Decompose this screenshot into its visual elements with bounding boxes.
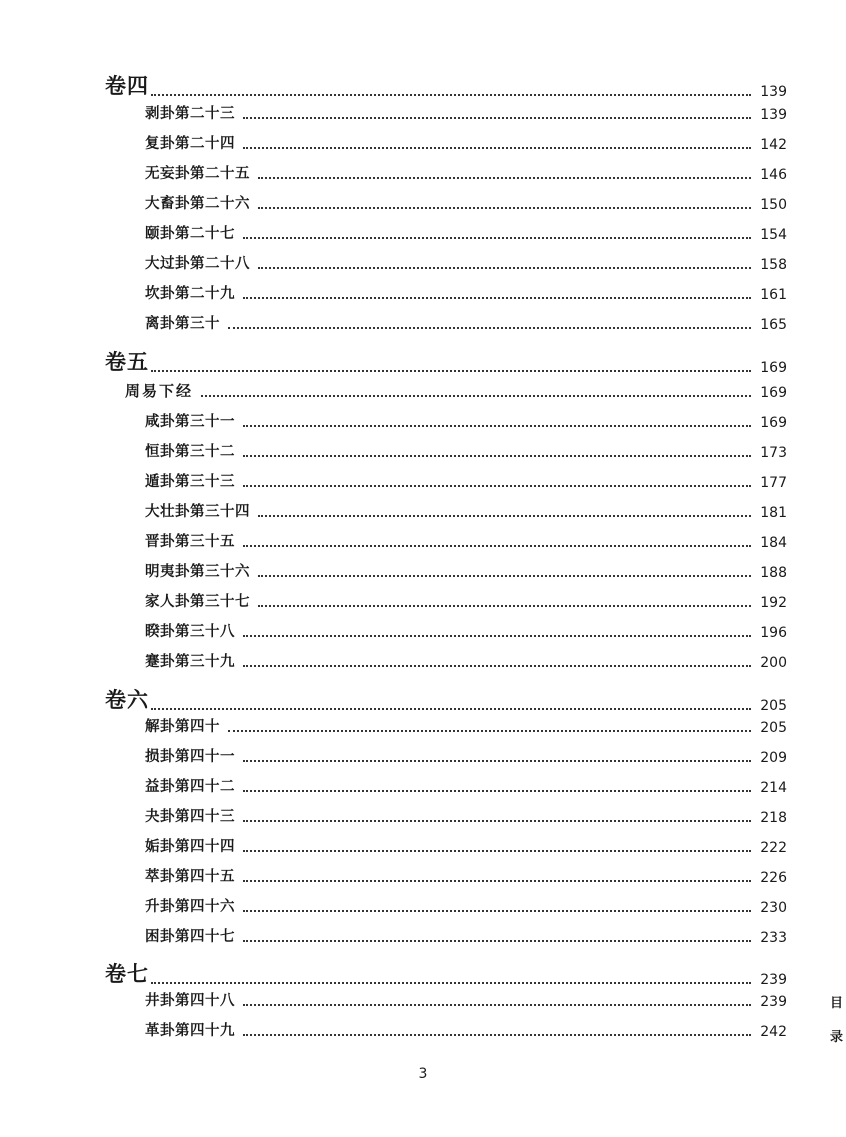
toc-page-number: 192 (760, 595, 787, 611)
dot-leader (258, 267, 751, 269)
toc-chapter-row[interactable] (145, 101, 787, 123)
toc-section-label: 周易下经 (125, 382, 194, 400)
toc-chapter-label: 离卦第三十 (145, 315, 220, 332)
toc-chapter-label: 损卦第四十一 (145, 748, 235, 765)
toc-chapter-label: 晋卦第三十五 (145, 533, 235, 550)
dot-leader (258, 605, 751, 607)
toc-chapter-row[interactable] (145, 409, 787, 431)
dot-leader (243, 485, 751, 487)
dot-leader (258, 575, 751, 577)
dot-leader (258, 207, 751, 209)
toc-page-number: 239 (760, 994, 787, 1010)
toc-page-number: 173 (760, 445, 787, 461)
toc-chapter-label: 革卦第四十九 (145, 1022, 235, 1039)
toc-volume-row[interactable] (105, 70, 787, 100)
toc-chapter-label: 恒卦第三十二 (145, 443, 235, 460)
toc-page-number: 233 (760, 930, 787, 946)
toc-page-number: 222 (760, 840, 787, 856)
toc-chapter-row[interactable] (145, 589, 787, 611)
toc-chapter-label: 萃卦第四十五 (145, 868, 235, 885)
toc-chapter-label: 大壮卦第三十四 (145, 503, 250, 520)
toc-chapter-label: 夬卦第四十三 (145, 808, 235, 825)
dot-leader (243, 790, 751, 792)
toc-volume-label: 卷四 (105, 73, 149, 98)
dot-leader (243, 545, 751, 547)
page-number: 3 (418, 1066, 428, 1082)
toc-chapter-label: 解卦第四十 (145, 718, 220, 735)
toc-chapter-label: 困卦第四十七 (145, 928, 235, 945)
toc-page-number: 239 (760, 972, 787, 988)
dot-leader (243, 455, 751, 457)
dot-leader (243, 1034, 751, 1036)
dot-leader (258, 515, 751, 517)
toc-page-number: 230 (760, 900, 787, 916)
toc-chapter-row[interactable] (145, 221, 787, 243)
dot-leader (151, 982, 751, 984)
toc-page-number: 177 (760, 475, 787, 491)
toc-volume-row[interactable] (105, 346, 787, 376)
side-label-lu: 录 (830, 1030, 844, 1045)
toc-chapter-row[interactable] (145, 499, 787, 521)
toc-page-number: 154 (760, 227, 787, 243)
toc-chapter-label: 坎卦第二十九 (145, 285, 235, 302)
toc-chapter-label: 井卦第四十八 (145, 992, 235, 1009)
toc-chapter-row[interactable] (145, 251, 787, 273)
toc-page-number: 214 (760, 780, 787, 796)
dot-leader (243, 1004, 751, 1006)
toc-chapter-label: 遁卦第三十三 (145, 473, 235, 490)
toc-chapter-label: 升卦第四十六 (145, 898, 235, 915)
toc-chapter-row[interactable] (145, 804, 787, 826)
toc-page-number: 181 (760, 505, 787, 521)
toc-chapter-label: 复卦第二十四 (145, 135, 235, 152)
dot-leader (228, 730, 751, 732)
toc-page-number: 196 (760, 625, 787, 641)
toc-chapter-row[interactable] (145, 649, 787, 671)
dot-leader (243, 297, 751, 299)
toc-chapter-row[interactable] (145, 529, 787, 551)
dot-leader (243, 850, 751, 852)
dot-leader (243, 237, 751, 239)
dot-leader (243, 880, 751, 882)
toc-chapter-label: 明夷卦第三十六 (145, 563, 250, 580)
toc-volume-row[interactable] (105, 958, 787, 988)
toc-chapter-row[interactable] (145, 744, 787, 766)
toc-page-number: 139 (760, 107, 787, 123)
toc-page-number: 205 (760, 698, 787, 714)
toc-chapter-label: 颐卦第二十七 (145, 225, 235, 242)
toc-chapter-row[interactable] (145, 191, 787, 213)
toc-chapter-row[interactable] (145, 988, 787, 1010)
dot-leader (151, 94, 751, 96)
toc-chapter-label: 家人卦第三十七 (145, 593, 250, 610)
dot-leader (151, 370, 751, 372)
toc-page-number: 169 (760, 385, 787, 401)
dot-leader (258, 177, 751, 179)
toc-page-number: 150 (760, 197, 787, 213)
toc-chapter-label: 无妄卦第二十五 (145, 165, 250, 182)
dot-leader (243, 940, 751, 942)
toc-page-number: 200 (760, 655, 787, 671)
toc-page-number: 188 (760, 565, 787, 581)
toc-chapter-label: 咸卦第三十一 (145, 413, 235, 430)
toc-page-number: 169 (760, 360, 787, 376)
toc-page-number: 184 (760, 535, 787, 551)
dot-leader (243, 147, 751, 149)
toc-chapter-label: 睽卦第三十八 (145, 623, 235, 640)
dot-leader (243, 820, 751, 822)
toc-page-number: 165 (760, 317, 787, 333)
toc-page-number: 161 (760, 287, 787, 303)
side-label-mu: 目 (830, 996, 844, 1011)
dot-leader (243, 117, 751, 119)
toc-chapter-label: 剥卦第二十三 (145, 105, 235, 122)
dot-leader (151, 708, 751, 710)
toc-page-number: 158 (760, 257, 787, 273)
toc-chapter-label: 益卦第四十二 (145, 778, 235, 795)
toc-volume-label: 卷五 (105, 349, 149, 374)
dot-leader (243, 760, 751, 762)
dot-leader (243, 425, 751, 427)
toc-chapter-row[interactable] (145, 559, 787, 581)
toc-page-number: 169 (760, 415, 787, 431)
toc-chapter-row[interactable] (145, 774, 787, 796)
toc-page-number: 226 (760, 870, 787, 886)
toc-chapter-row[interactable] (145, 311, 787, 333)
toc-chapter-row[interactable] (145, 439, 787, 461)
toc-page-number: 218 (760, 810, 787, 826)
toc-volume-row[interactable] (105, 684, 787, 714)
toc-chapter-row[interactable] (145, 924, 787, 946)
toc-volume-label: 卷七 (105, 961, 149, 986)
toc-page-number: 142 (760, 137, 787, 153)
toc-chapter-row[interactable] (145, 619, 787, 641)
toc-chapter-row[interactable] (145, 469, 787, 491)
dot-leader (201, 395, 751, 397)
toc-page-number: 139 (760, 84, 787, 100)
toc-chapter-label: 大过卦第二十八 (145, 255, 250, 272)
toc-page-number: 209 (760, 750, 787, 766)
toc-page-number: 146 (760, 167, 787, 183)
dot-leader (228, 327, 751, 329)
dot-leader (243, 910, 751, 912)
dot-leader (243, 635, 751, 637)
toc-page-number: 205 (760, 720, 787, 736)
toc-chapter-row[interactable] (145, 131, 787, 153)
toc-chapter-row[interactable] (145, 1018, 787, 1040)
toc-chapter-label: 姤卦第四十四 (145, 838, 235, 855)
toc-chapter-label: 蹇卦第三十九 (145, 653, 235, 670)
toc-section-row[interactable] (125, 379, 787, 401)
dot-leader (243, 665, 751, 667)
toc-chapter-label: 大畜卦第二十六 (145, 195, 250, 212)
toc-page-number: 242 (760, 1024, 787, 1040)
toc-volume-label: 卷六 (105, 687, 149, 712)
toc-chapter-row[interactable] (145, 834, 787, 856)
toc-chapter-row[interactable] (145, 894, 787, 916)
toc-chapter-row[interactable] (145, 714, 787, 736)
toc-chapter-row[interactable] (145, 161, 787, 183)
toc-chapter-row[interactable] (145, 281, 787, 303)
toc-chapter-row[interactable] (145, 864, 787, 886)
